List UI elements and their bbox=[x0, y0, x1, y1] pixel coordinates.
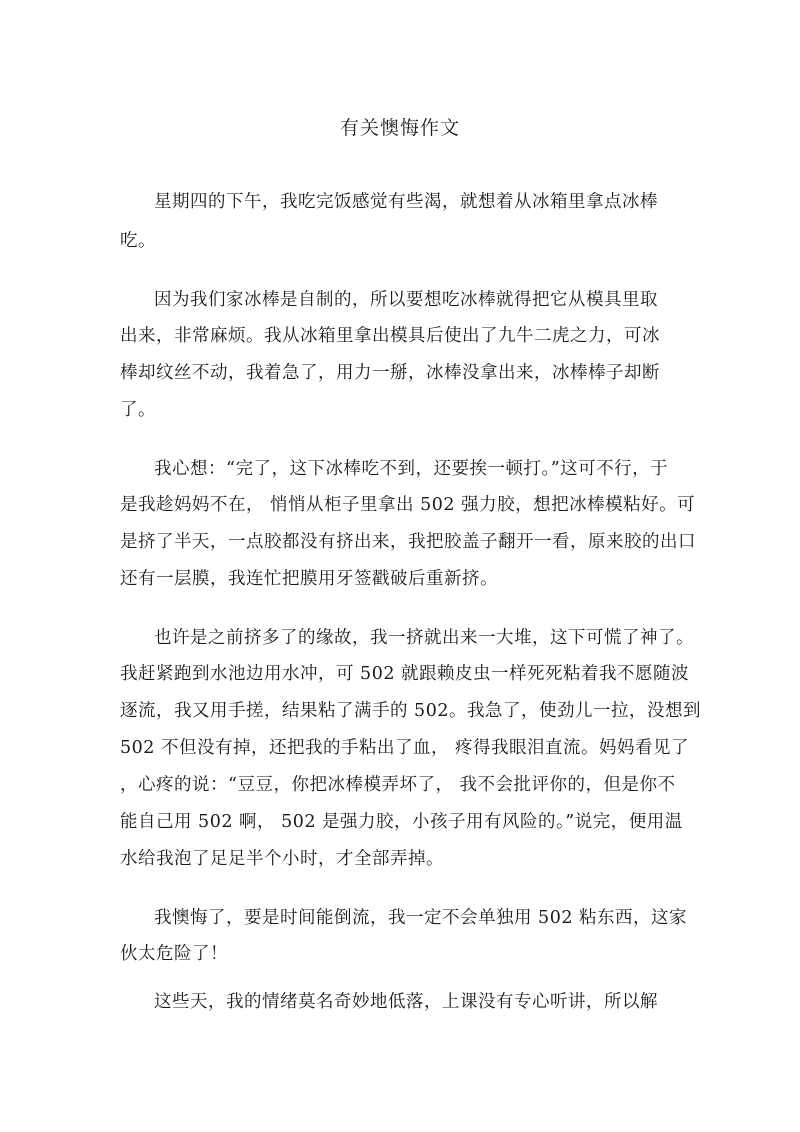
text-line: 还有一层膜，我连忙把膜用牙签戳破后重新挤。 bbox=[120, 569, 498, 589]
text-line: 吃。 bbox=[120, 231, 156, 251]
text-line: 棒却纹丝不动，我着急了，用力一掰，冰棒没拿出来，冰棒棒子却断 bbox=[120, 363, 660, 383]
text-line: 是我趁妈妈不在， 悄悄从柜子里拿出 502 强力胶，想把冰棒模粘好。可 bbox=[120, 495, 696, 515]
text-line: 出来，非常麻烦。我从冰箱里拿出模具后使出了九牛二虎之力，可冰 bbox=[120, 326, 660, 346]
text-line: 也许是之前挤多了的缘故，我一挤就出来一大堆，这下可慌了神了。 bbox=[154, 628, 694, 648]
text-line: 能自己用 502 啊， 502 是强力胶，小孩子用有风险的。”说完，便用温 bbox=[120, 812, 683, 832]
text-line: 伙太危险了！ bbox=[120, 944, 228, 964]
document-title: 有关懊悔作文 bbox=[339, 117, 460, 139]
text-line: 这些天，我的情绪莫名奇妙地低落，上课没有专心听讲，所以解 bbox=[154, 992, 658, 1012]
text-line: 水给我泡了足足半个小时，才全部弄掉。 bbox=[120, 849, 444, 869]
text-line: 星期四的下午，我吃完饭感觉有些渴，就想着从冰箱里拿点冰棒 bbox=[154, 192, 658, 212]
text-line: 是挤了半天，一点胶都没有挤出来，我把胶盖子翻开一看，原来胶的出口 bbox=[120, 532, 696, 552]
text-line: 我懊悔了，要是时间能倒流，我一定不会单独用 502 粘东西，这家 bbox=[154, 908, 688, 928]
text-line: 因为我们家冰棒是自制的，所以要想吃冰棒就得把它从模具里取 bbox=[154, 290, 658, 310]
text-line: ，心疼的说：“豆豆，你把冰棒模弄坏了， 我不会批评你的，但是你不 bbox=[120, 775, 676, 795]
text-line: 我心想：“完了，这下冰棒吃不到，还要挨一顿打。”这可不行，于 bbox=[154, 459, 669, 479]
text-line: 逐流，我又用手搓，结果粘了满手的 502。我急了，使劲儿一拉，没想到 bbox=[120, 701, 701, 721]
text-line: 了。 bbox=[120, 400, 156, 420]
text-line: 我赶紧跑到水池边用水冲，可 502 就跟赖皮虫一样死死粘着我不愿随波 bbox=[120, 664, 690, 684]
text-line: 502 不但没有掉，还把我的手粘出了血， 疼得我眼泪直流。妈妈看见了 bbox=[120, 738, 690, 758]
